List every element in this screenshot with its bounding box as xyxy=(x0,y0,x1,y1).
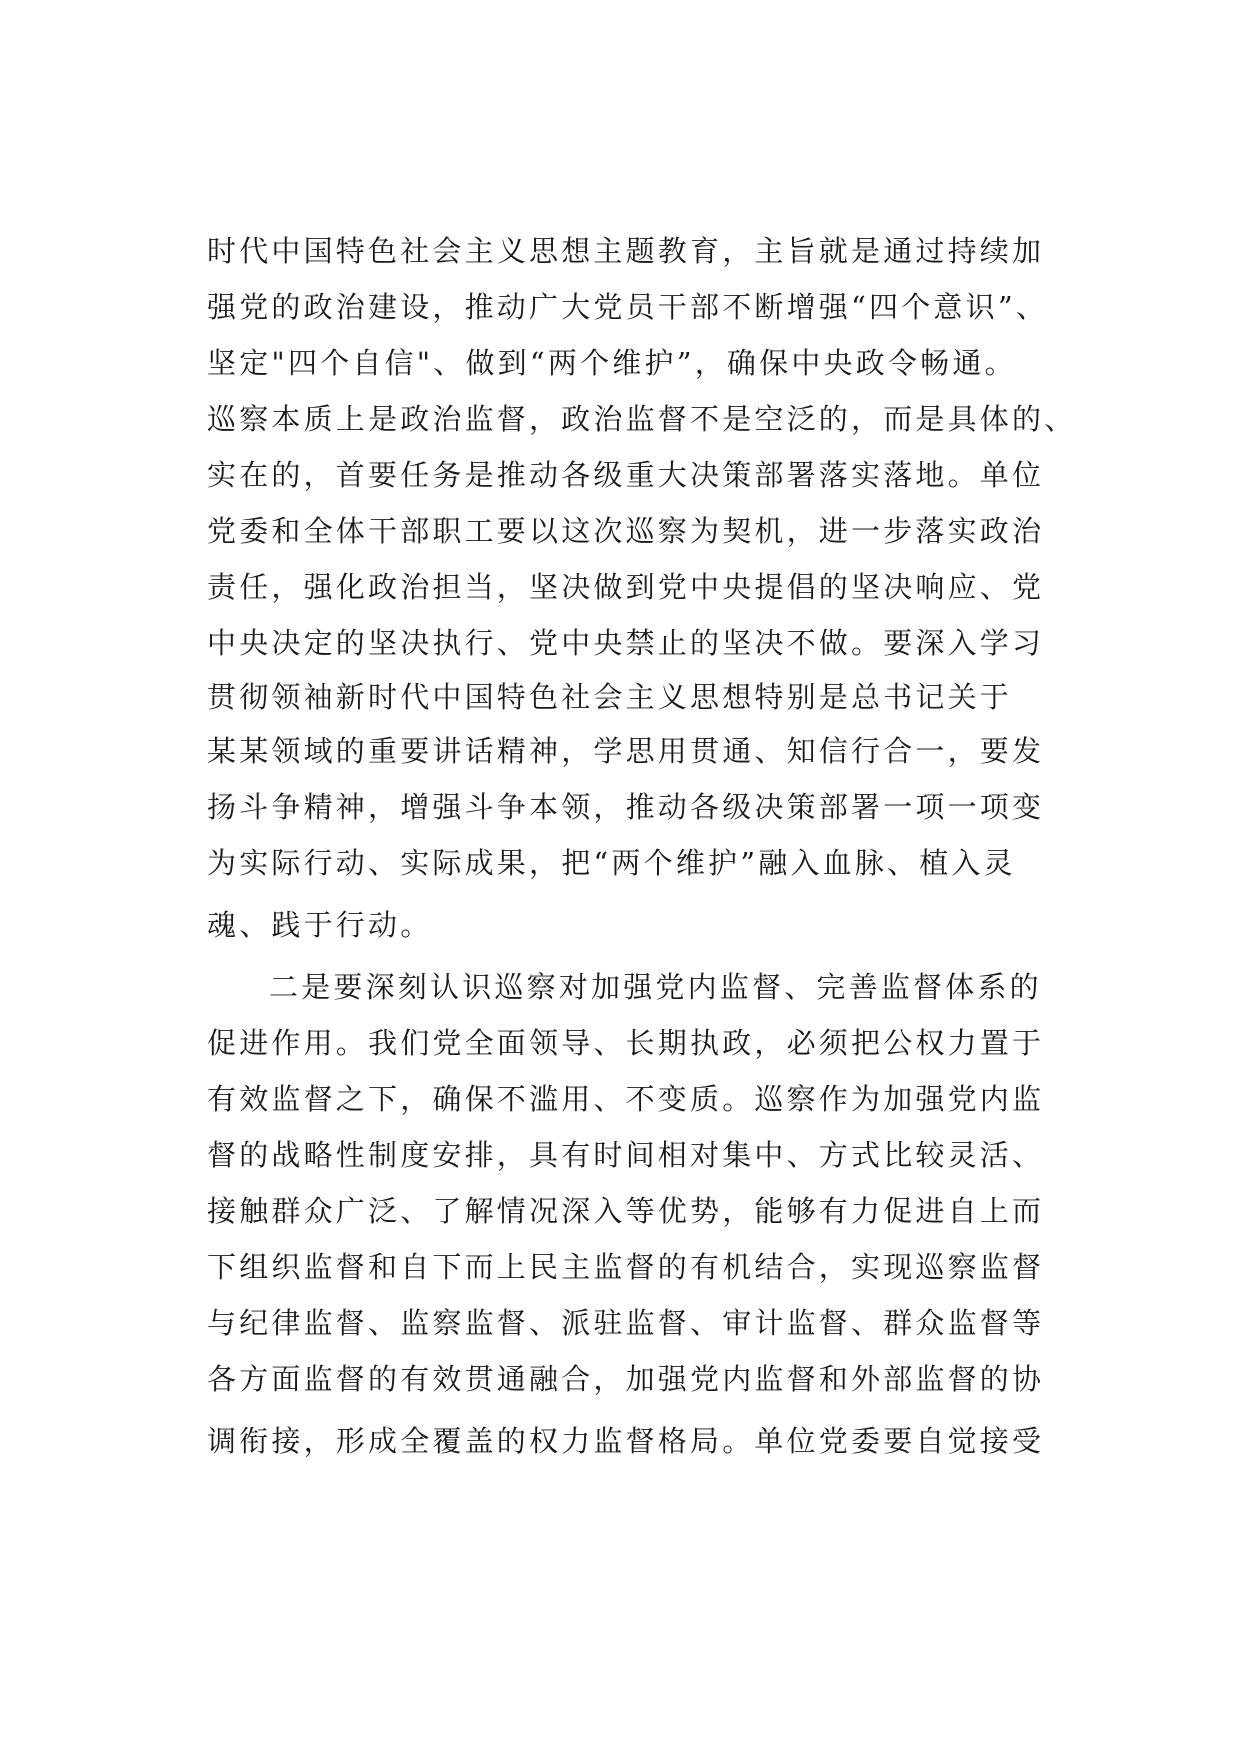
paragraph-line: 与纪律监督、监察监督、派驻监督、审计监督、群众监督等 xyxy=(207,1306,1045,1340)
paragraph-line: 某某领域的重要讲话精神，学思用贯通、知信行合一，要发 xyxy=(207,734,1045,768)
paragraph-line: 促进作用。我们党全面领导、长期执政，必须把公权力置于 xyxy=(207,1026,1045,1060)
paragraph-line: 调衔接，形成全覆盖的权力监督格局。单位党委要自觉接受 xyxy=(207,1424,1045,1458)
paragraph-line: 时代中国特色社会主义思想主题教育，主旨就是通过持续加 xyxy=(207,234,1045,268)
paragraph-line: 魂、践于行动。 xyxy=(207,908,433,942)
paragraph-line: 巡察本质上是政治监督，政治监督不是空泛的，而是具体的、 xyxy=(207,402,1077,436)
paragraph-line: 中央决定的坚决执行、党中央禁止的坚决不做。要深入学习 xyxy=(207,626,1045,660)
paragraph-line: 接触群众广泛、了解情况深入等优势，能够有力促进自上而 xyxy=(207,1194,1045,1228)
paragraph-line: 下组织监督和自下而上民主监督的有机结合，实现巡察监督 xyxy=(207,1250,1045,1284)
paragraph-line: 实在的，首要任务是推动各级重大决策部署落实落地。单位 xyxy=(207,458,1045,492)
paragraph-line: 各方面监督的有效贯通融合，加强党内监督和外部监督的协 xyxy=(207,1362,1045,1396)
paragraph-line: 党委和全体干部职工要以这次巡察为契机，进一步落实政治 xyxy=(207,514,1045,548)
paragraph-line: 督的战略性制度安排，具有时间相对集中、方式比较灵活、 xyxy=(207,1138,1045,1172)
paragraph-line: 强党的政治建设，推动广大党员干部不断增强“四个意识”、 xyxy=(207,290,1049,324)
paragraph-line: 有效监督之下，确保不滥用、不变质。巡察作为加强党内监 xyxy=(207,1082,1045,1116)
paragraph-line: 贯彻领袖新时代中国特色社会主义思想特别是总书记关于 xyxy=(207,680,1013,714)
paragraph-line: 责任，强化政治担当，坚决做到党中央提倡的坚决响应、党 xyxy=(207,570,1045,604)
paragraph-line: 坚定"四个自信"、做到“两个维护”，确保中央政令畅通。 xyxy=(207,346,1017,380)
paragraph-line: 为实际行动、实际成果，把“两个维护”融入血脉、植入灵 xyxy=(207,846,1016,880)
paragraph-line: 二是要深刻认识巡察对加强党内监督、完善监督体系的 xyxy=(269,970,1042,1004)
paragraph-line: 扬斗争精神，增强斗争本领，推动各级决策部署一项一项变 xyxy=(207,790,1045,824)
